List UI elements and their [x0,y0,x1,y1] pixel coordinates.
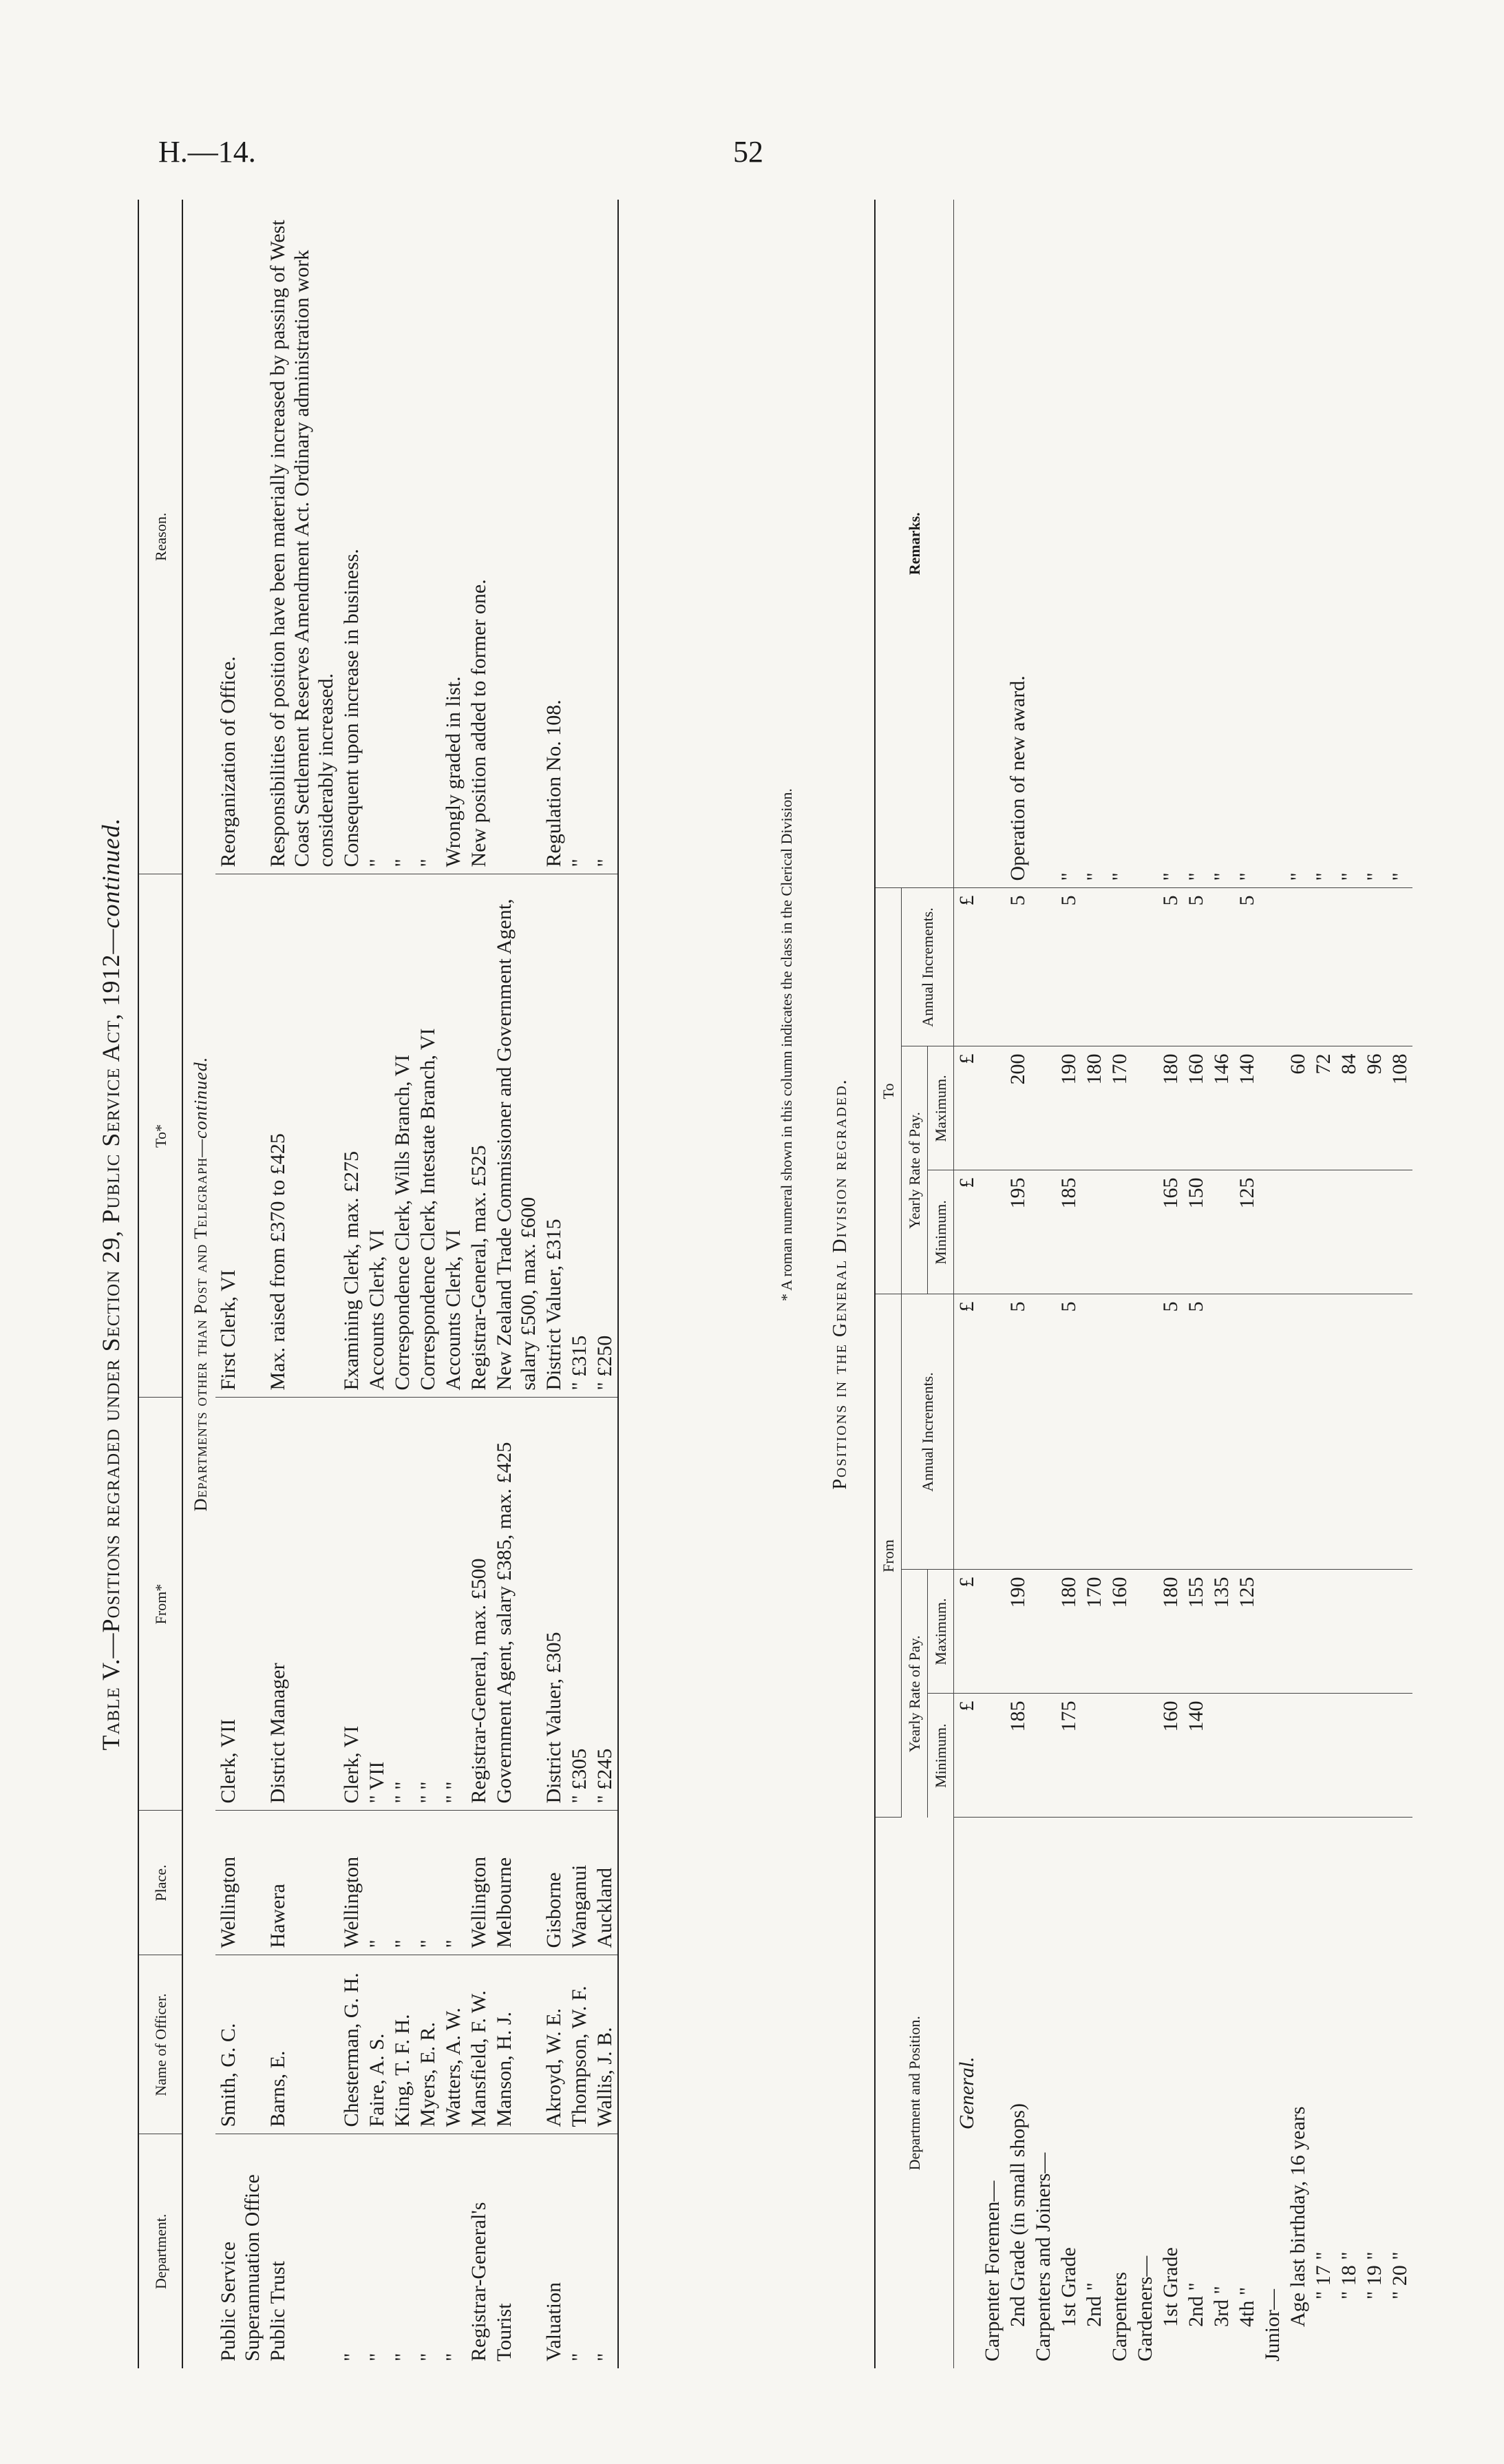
cell-remarks: " [1285,200,1311,888]
cell-from-min [1285,1694,1311,1818]
cell-position: 2nd " [1083,2282,1105,2327]
cell-to-max: 190 [1056,1046,1081,1170]
page-header-code: H.—14. [158,135,256,169]
cell-from-max [1132,1570,1158,1694]
table1-row [390,200,415,2368]
cell-reason: Wrongly graded in list. [441,200,466,874]
cell-from-min [1387,1694,1412,1818]
cell-to-max: 108 [1387,1046,1412,1170]
table2-row [1311,200,1336,2368]
cell-to-min [1030,1170,1056,1294]
cell-officer: Smith, G. C. [215,1955,265,2134]
cell-position: 2nd " [1185,2282,1207,2327]
col-remarks [875,200,954,888]
cell-from: " " [390,1398,415,1811]
cell-to-increment [1260,888,1285,1046]
pound-sign: £ [954,1694,980,1818]
cell-from-max: 180 [1158,1570,1183,1694]
cell-to-max [1260,1046,1285,1170]
cell-from: Government Agent, salary £385, max. £425 [491,1398,541,1811]
remarks-cell [954,200,980,888]
cell-from-increment: 5 [1158,1294,1183,1570]
cell-remarks: Operation of new award. [1005,200,1030,888]
pound-sign: £ [954,1046,980,1170]
col-name-of-officer: Name of Officer. [138,1955,182,2134]
table2-row [1362,200,1387,2368]
rotated-page-content [83,200,1432,2368]
cell-to-increment: 5 [1005,888,1030,1046]
cell-reason: " [566,200,592,874]
cell-from-increment [1209,1294,1234,1570]
to-minimum: Minimum. [928,1170,954,1294]
cell-officer: Akroyd, W. E. [541,1955,566,2134]
cell-from-min [1260,1694,1285,1818]
col-department: Department. [138,2134,182,2368]
table1-row [441,200,466,2368]
cell-remarks: " [1107,200,1132,888]
cell-reason: Regulation No. 108. [541,200,566,874]
table2-row [1260,200,1285,2368]
cell-place: Hawera [265,1811,339,1955]
cell-reason: Reorganization of Office. [215,200,265,874]
from-yearly-rate: Yearly Rate of Pay. [902,1570,928,1818]
cell-to-increment [1132,888,1158,1046]
cell-to: Examining Clerk, max. £275 [339,874,364,1398]
cell-remarks: " [1183,200,1209,888]
cell-to: Accounts Clerk, VI [364,874,390,1398]
cell-to-min [1285,1170,1311,1294]
cell-department: Tourist [493,2303,516,2361]
cell-to: New Zealand Trade Commissioner and Government Agent, salary £500, max. £600 [491,874,541,1398]
table2-row [1005,200,1030,2368]
cell-from-max [1387,1570,1412,1694]
cell-to-min: 185 [1056,1170,1081,1294]
cell-to: Correspondence Clerk, Intestate Branch, VI [415,874,441,1398]
cell-to-min [1209,1170,1234,1294]
cell-place: Wanganui [566,1811,592,1955]
table1-row [566,200,592,2368]
cell-to-max [979,1046,1005,1170]
cell-reason: " [592,200,618,874]
cell-officer: Myers, E. R. [415,1955,441,2134]
cell-from-increment [1030,1294,1056,1570]
cell-position: " 17 " [1312,2251,1335,2299]
cell-from-min: 140 [1183,1694,1209,1818]
table1-header-row [138,200,182,2368]
cell-to-min [1387,1170,1412,1294]
cell-from-min [1234,1694,1260,1818]
cell-to-max: 84 [1336,1046,1362,1170]
cell-reason: Consequent upon increase in business. [339,200,364,874]
table1-title [96,200,125,2368]
cell-remarks: " [1234,200,1260,888]
cell-to-max [1132,1046,1158,1170]
section-heading-suffix: continued. [191,1056,211,1139]
cell-position: Carpenters and Joiners— [1032,2152,1055,2361]
cell-from: " £245 [592,1398,618,1811]
cell-to-max: 72 [1311,1046,1336,1170]
pound-sign: £ [954,1570,980,1694]
cell-from-increment [1234,1294,1260,1570]
table2-row [1056,200,1081,2368]
cell-remarks: " [1209,200,1234,888]
to-annual-increments: Annual Increments. [902,888,954,1046]
cell-to-max: 140 [1234,1046,1260,1170]
cell-from-min [979,1694,1005,1818]
cell-department: " [593,2352,616,2361]
cell-place: " [415,1811,441,1955]
cell-to-min [1311,1170,1336,1294]
table1-row [364,200,390,2368]
cell-to-max: 200 [1005,1046,1030,1170]
cell-to-increment [1387,888,1412,1046]
cell-to-min [1362,1170,1387,1294]
cell-position: Junior— [1261,2289,1284,2361]
cell-to-max: 180 [1158,1046,1183,1170]
table2-row [1209,200,1234,2368]
cell-to-max: 60 [1285,1046,1311,1170]
cell-from: " VII [364,1398,390,1811]
cell-from-min [1362,1694,1387,1818]
cell-department: Public Trust [266,2261,289,2361]
pound-sign: £ [954,1170,980,1294]
cell-position: Age last birthday, 16 years [1286,2106,1309,2327]
cell-officer: King, T. F. H. [390,1955,415,2134]
cell-to: Accounts Clerk, VI [441,874,466,1398]
cell-remarks: " [1081,200,1107,888]
cell-from-increment [979,1294,1005,1570]
cell-to-min [1260,1170,1285,1294]
cell-from-max [1311,1570,1336,1694]
cell-reason [491,200,541,874]
cell-officer: Watters, A. W. [441,1955,466,2134]
cell-to-increment [1107,888,1132,1046]
cell-from-max: 180 [1056,1570,1081,1694]
cell-reason: " [415,200,441,874]
cell-from-max: 135 [1209,1570,1234,1694]
table1-row [592,200,618,2368]
cell-to: " £315 [566,874,592,1398]
cell-place: " [390,1811,415,1955]
cell-from: " £305 [566,1398,592,1811]
cell-reason: " [364,200,390,874]
cell-remarks: " [1362,200,1387,888]
cell-to-increment: 5 [1056,888,1081,1046]
table2-row [1285,200,1311,2368]
cell-from-min [1107,1694,1132,1818]
cell-remarks: " [1056,200,1081,888]
cell-from: " " [415,1398,441,1811]
cell-to-max: 170 [1107,1046,1132,1170]
cell-to-max [1030,1046,1056,1170]
cell-from-max: 160 [1107,1570,1132,1694]
to-maximum: Maximum. [928,1046,954,1170]
cell-department: Registrar-General's [467,2202,490,2361]
cell-from: Registrar-General, max. £500 [466,1398,491,1811]
footnote: * A roman numeral shown in this column indicates the class in the Clerical Division. [778,788,795,1301]
cell-department: " [416,2352,439,2361]
cell-position: " 19 " [1363,2251,1386,2299]
cell-officer: Mansfield, F. W. [466,1955,491,2134]
cell-to-min: 195 [1005,1170,1030,1294]
cell-reason: Responsibilities of position have been materially increased by passing of West Coast Settlement Reserves Amendment Act. Ordinary administration work considerably increased. [265,200,339,874]
table1-row [339,200,364,2368]
col-place: Place. [138,1811,182,1955]
cell-from-increment: 5 [1056,1294,1081,1570]
cell-to: Max. raised from £370 to £425 [265,874,339,1398]
cell-place: " [364,1811,390,1955]
cell-position: Carpenters [1108,2272,1131,2361]
cell-place: Wellington [339,1811,364,1955]
table-positions-regraded [138,200,619,2368]
col-from: From* [138,1398,182,1811]
cell-from-increment [1285,1294,1311,1570]
cell-from-increment: 5 [1005,1294,1030,1570]
cell-to: Correspondence Clerk, Wills Branch, VI [390,874,415,1398]
cell-to-min: 165 [1158,1170,1183,1294]
cell-to-increment [979,888,1005,1046]
cell-from-increment [1107,1294,1132,1570]
cell-from-min [1209,1694,1234,1818]
cell-to-increment [1311,888,1336,1046]
table1-row [541,200,566,2368]
cell-department: " [442,2352,465,2361]
cell-to-min [1107,1170,1132,1294]
cell-remarks [1260,200,1285,888]
cell-from-max [1362,1570,1387,1694]
cell-to-increment [1081,888,1107,1046]
cell-from-increment [1336,1294,1362,1570]
cell-to-min [1336,1170,1362,1294]
cell-to-min [1081,1170,1107,1294]
cell-to: District Valuer, £315 [541,874,566,1398]
table2-row [1158,200,1183,2368]
table2-title: Positions in the General Division regraded. [829,1078,851,1490]
cell-from-min: 175 [1056,1694,1081,1818]
table2-row [1081,200,1107,2368]
table2-row [1030,200,1056,2368]
remarks-label: Remarks. [906,512,923,576]
cell-from: " " [441,1398,466,1811]
cell-from-increment [1260,1294,1285,1570]
col-reason: Reason. [138,200,182,874]
cell-from-min: 185 [1005,1694,1030,1818]
table1-row [265,200,339,2368]
cell-position: 1st Grade [1057,2247,1080,2327]
cell-from-max: 155 [1183,1570,1209,1694]
cell-to-increment [1362,888,1387,1046]
cell-from: District Valuer, £305 [541,1398,566,1811]
from-minimum: Minimum. [928,1694,954,1818]
table1-row [415,200,441,2368]
cell-place: Gisborne [541,1811,566,1955]
pound-sign: £ [954,888,980,1046]
cell-to-min: 125 [1234,1170,1260,1294]
cell-place: " [441,1811,466,1955]
cell-to-min: 150 [1183,1170,1209,1294]
col-group-to: To [875,888,902,1294]
table2-section-row [954,200,980,2368]
pound-sign: £ [954,1294,980,1570]
cell-from-min [1336,1694,1362,1818]
cell-from-min [1132,1694,1158,1818]
cell-to-increment: 5 [1183,888,1209,1046]
cell-to-increment [1209,888,1234,1046]
cell-department: " [366,2352,388,2361]
table2-row [1234,200,1260,2368]
cell-from-max [1260,1570,1285,1694]
table1-title-prefix: Table V.— [97,1632,125,1751]
table-general-division-regraded [874,200,1412,2368]
cell-officer: Thompson, W. F. [566,1955,592,2134]
cell-from-increment [1362,1294,1387,1570]
cell-position: 1st Grade [1159,2247,1182,2327]
cell-to-increment [1285,888,1311,1046]
cell-from-increment: 5 [1183,1294,1209,1570]
table2-row [1107,200,1132,2368]
cell-reason: " [390,200,415,874]
table2-header-row-1 [875,200,902,2368]
table2-row [1387,200,1412,2368]
cell-position: 2nd Grade (in small shops) [1006,2103,1029,2327]
cell-department: " [340,2352,363,2361]
cell-officer: Barns, E. [265,1955,339,2134]
cell-from-increment [1132,1294,1158,1570]
cell-to: First Clerk, VI [215,874,265,1398]
cell-from-min: 160 [1158,1694,1183,1818]
cell-remarks [1030,200,1056,888]
col-department-and-position: Department and Position. [875,1818,954,2368]
cell-to: " £250 [592,874,618,1398]
cell-remarks [1132,200,1158,888]
cell-from-max: 170 [1081,1570,1107,1694]
cell-from-max [1336,1570,1362,1694]
cell-from: Clerk, VII [215,1398,265,1811]
col-group-from: From [875,1294,902,1818]
cell-from-min [1030,1694,1056,1818]
section-heading-text: Departments other than Post and Telegraph— [191,1138,211,1512]
cell-place: Wellington [466,1811,491,1955]
cell-from-max [1285,1570,1311,1694]
cell-from: District Manager [265,1398,339,1811]
table1-row [491,200,541,2368]
cell-from-increment [1081,1294,1107,1570]
cell-place: Melbourne [491,1811,541,1955]
cell-officer: Manson, H. J. [491,1955,541,2134]
cell-to-max: 96 [1362,1046,1387,1170]
col-to: To* [138,874,182,1398]
cell-position: Gardeners— [1134,2255,1156,2361]
cell-position: " 18 " [1337,2251,1360,2299]
cell-remarks: " [1311,200,1336,888]
cell-officer: Faire, A. S. [364,1955,390,2134]
cell-from-max: 190 [1005,1570,1030,1694]
cell-remarks: " [1158,200,1183,888]
cell-to-increment: 5 [1234,888,1260,1046]
table1-row [466,200,491,2368]
cell-position: 4th " [1236,2286,1258,2327]
cell-position: " 20 " [1388,2251,1411,2299]
cell-from-max [1030,1570,1056,1694]
cell-department: Valuation [542,2282,565,2361]
table2-section-label: General. [955,2056,978,2130]
cell-remarks [979,200,1005,888]
cell-department: " [391,2352,414,2361]
cell-to-min [979,1170,1005,1294]
cell-remarks: " [1387,200,1412,888]
table1-title-main: Positions regraded under Section 29, Public Service Act, 1912— [97,928,125,1633]
cell-officer: Chesterman, G. H. [339,1955,364,2134]
cell-from-min [1081,1694,1107,1818]
cell-remarks: " [1336,200,1362,888]
table2-row [979,200,1005,2368]
cell-place: Auckland [592,1811,618,1955]
cell-to-max: 180 [1081,1046,1107,1170]
cell-from-min [1311,1694,1336,1818]
cell-to-increment [1336,888,1362,1046]
table2-row [1183,200,1209,2368]
cell-reason: New position added to former one. [466,200,491,874]
section-heading-cell [182,200,215,2368]
table1-title-suffix: continued. [97,817,125,929]
cell-to-max: 160 [1183,1046,1209,1170]
table2-row [1132,200,1158,2368]
cell-from-increment [1311,1294,1336,1570]
cell-from-increment [1387,1294,1412,1570]
cell-to-max: 146 [1209,1046,1234,1170]
cell-to-increment [1030,888,1056,1046]
cell-to-min [1132,1170,1158,1294]
cell-department: Public Service Superannuation Office [217,2174,264,2361]
cell-to-increment: 5 [1158,888,1183,1046]
cell-from-max: 125 [1234,1570,1260,1694]
from-maximum: Maximum. [928,1570,954,1694]
to-yearly-rate: Yearly Rate of Pay. [902,1046,928,1294]
table2-row [1336,200,1362,2368]
cell-position: 3rd " [1210,2286,1233,2327]
page-number: 52 [733,135,763,169]
cell-from: Clerk, VI [339,1398,364,1811]
table1-section-heading [182,200,215,2368]
cell-place: Wellington [215,1811,265,1955]
from-annual-increments: Annual Increments. [902,1294,954,1570]
cell-to: Registrar-General, max. £525 [466,874,491,1398]
cell-from-max [979,1570,1005,1694]
cell-position: Carpenter Foremen— [981,2180,1004,2361]
cell-department: " [568,2352,591,2361]
cell-officer: Wallis, J. B. [592,1955,618,2134]
table1-row [215,200,265,2368]
